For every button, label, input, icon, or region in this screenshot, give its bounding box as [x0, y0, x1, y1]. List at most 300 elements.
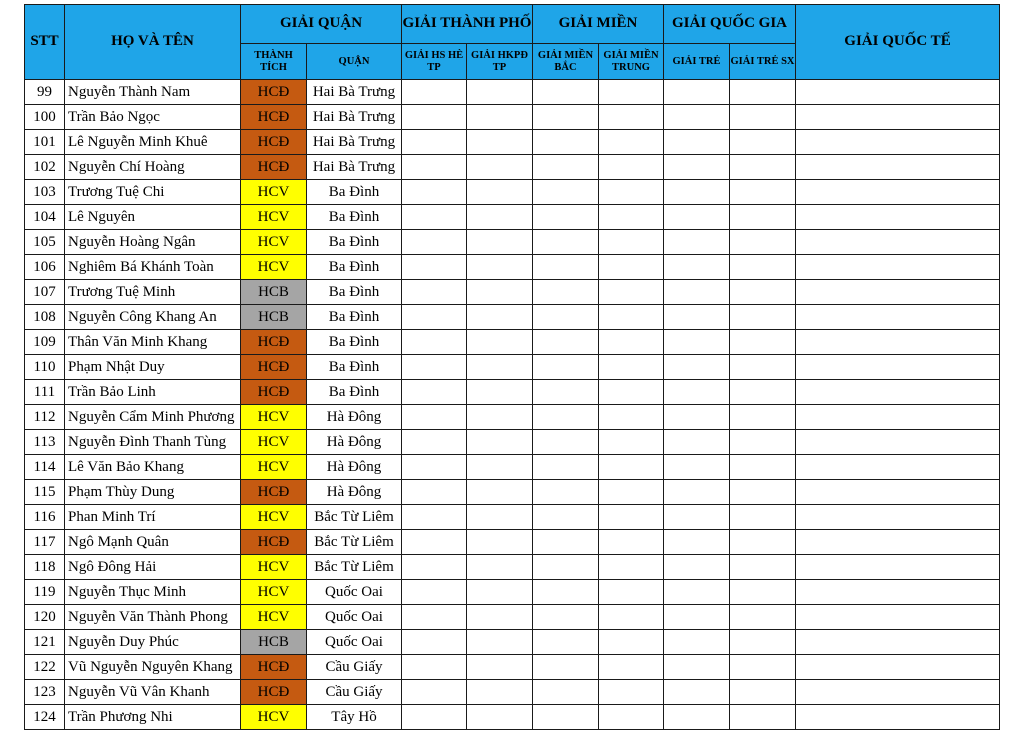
cell-giai-tre	[664, 330, 730, 355]
cell-stt: 119	[25, 580, 65, 605]
cell-giai-mien-trung	[599, 480, 664, 505]
cell-giai-hs-he-tp	[402, 555, 467, 580]
header-quan: QUẬN	[307, 44, 402, 80]
cell-giai-mien-trung	[599, 205, 664, 230]
cell-giai-mien-bac	[533, 380, 599, 405]
cell-giai-mien-bac	[533, 430, 599, 455]
cell-name: Nguyễn Thục Minh	[65, 580, 241, 605]
cell-giai-quoc-te	[796, 455, 1000, 480]
cell-stt: 101	[25, 130, 65, 155]
cell-giai-mien-trung	[599, 330, 664, 355]
cell-giai-hkpd-tp	[467, 480, 533, 505]
cell-giai-hs-he-tp	[402, 655, 467, 680]
cell-name: Ngô Mạnh Quân	[65, 530, 241, 555]
cell-giai-mien-bac	[533, 555, 599, 580]
cell-giai-tre-sx	[730, 555, 796, 580]
table-row	[25, 80, 1000, 105]
cell-giai-hkpd-tp	[467, 555, 533, 580]
cell-giai-mien-trung	[599, 355, 664, 380]
header-giai-hs-he-tp: GIẢI HS HÈ TP	[402, 44, 467, 80]
cell-giai-tre	[664, 105, 730, 130]
table-row	[25, 680, 1000, 705]
cell-name: Nguyễn Duy Phúc	[65, 630, 241, 655]
cell-giai-hkpd-tp	[467, 280, 533, 305]
cell-giai-tre-sx	[730, 355, 796, 380]
cell-stt: 115	[25, 480, 65, 505]
cell-medal: HCĐ	[241, 105, 307, 130]
cell-giai-quoc-te	[796, 480, 1000, 505]
cell-giai-tre-sx	[730, 105, 796, 130]
cell-giai-hkpd-tp	[467, 230, 533, 255]
cell-district: Hà Đông	[307, 480, 402, 505]
cell-giai-hs-he-tp	[402, 480, 467, 505]
cell-giai-tre	[664, 180, 730, 205]
header-giai-thanh-pho: GIẢI THÀNH PHỐ	[402, 5, 533, 44]
cell-stt: 120	[25, 605, 65, 630]
table-row	[25, 330, 1000, 355]
cell-giai-tre-sx	[730, 430, 796, 455]
cell-giai-mien-bac	[533, 105, 599, 130]
cell-giai-hs-he-tp	[402, 205, 467, 230]
cell-name: Trương Tuệ Chi	[65, 180, 241, 205]
cell-giai-hkpd-tp	[467, 305, 533, 330]
cell-giai-quoc-te	[796, 180, 1000, 205]
table-row	[25, 505, 1000, 530]
cell-stt: 100	[25, 105, 65, 130]
cell-giai-mien-trung	[599, 655, 664, 680]
cell-giai-tre-sx	[730, 480, 796, 505]
cell-name: Vũ Nguyễn Nguyên Khang	[65, 655, 241, 680]
table-header	[25, 5, 1000, 80]
cell-giai-mien-trung	[599, 255, 664, 280]
cell-giai-mien-trung	[599, 555, 664, 580]
cell-district: Tây Hồ	[307, 705, 402, 730]
cell-giai-tre-sx	[730, 155, 796, 180]
cell-giai-hs-he-tp	[402, 230, 467, 255]
cell-giai-hs-he-tp	[402, 305, 467, 330]
cell-giai-tre-sx	[730, 605, 796, 630]
header-giai-mien-bac: GIẢI MIỀN BẮC	[533, 44, 599, 80]
table-row	[25, 180, 1000, 205]
cell-giai-tre	[664, 505, 730, 530]
cell-giai-mien-trung	[599, 380, 664, 405]
cell-giai-mien-bac	[533, 255, 599, 280]
cell-stt: 104	[25, 205, 65, 230]
cell-name: Nguyễn Cẩm Minh Phương	[65, 405, 241, 430]
cell-district: Bắc Từ Liêm	[307, 530, 402, 555]
cell-giai-mien-trung	[599, 105, 664, 130]
cell-giai-mien-bac	[533, 630, 599, 655]
cell-giai-quoc-te	[796, 355, 1000, 380]
cell-medal: HCĐ	[241, 480, 307, 505]
cell-giai-hkpd-tp	[467, 355, 533, 380]
cell-giai-quoc-te	[796, 280, 1000, 305]
cell-giai-tre	[664, 680, 730, 705]
cell-stt: 105	[25, 230, 65, 255]
cell-giai-mien-bac	[533, 530, 599, 555]
cell-giai-hs-he-tp	[402, 580, 467, 605]
cell-district: Hai Bà Trưng	[307, 155, 402, 180]
cell-giai-mien-bac	[533, 305, 599, 330]
cell-giai-quoc-te	[796, 230, 1000, 255]
cell-giai-mien-bac	[533, 155, 599, 180]
table-row	[25, 605, 1000, 630]
cell-district: Ba Đình	[307, 330, 402, 355]
cell-medal: HCB	[241, 305, 307, 330]
cell-stt: 118	[25, 555, 65, 580]
cell-giai-mien-trung	[599, 530, 664, 555]
header-giai-mien: GIẢI MIỀN	[533, 5, 664, 44]
cell-stt: 111	[25, 380, 65, 405]
cell-giai-hkpd-tp	[467, 155, 533, 180]
cell-medal: HCV	[241, 180, 307, 205]
cell-giai-tre	[664, 655, 730, 680]
header-giai-mien-trung: GIẢI MIỀN TRUNG	[599, 44, 664, 80]
table-row	[25, 305, 1000, 330]
cell-giai-mien-bac	[533, 655, 599, 680]
cell-giai-hs-he-tp	[402, 180, 467, 205]
cell-giai-tre	[664, 130, 730, 155]
cell-district: Quốc Oai	[307, 605, 402, 630]
cell-medal: HCV	[241, 230, 307, 255]
cell-giai-mien-trung	[599, 630, 664, 655]
cell-giai-quoc-te	[796, 555, 1000, 580]
cell-stt: 110	[25, 355, 65, 380]
cell-giai-tre	[664, 480, 730, 505]
cell-giai-quoc-te	[796, 605, 1000, 630]
cell-giai-mien-trung	[599, 230, 664, 255]
cell-giai-hs-he-tp	[402, 330, 467, 355]
cell-medal: HCĐ	[241, 80, 307, 105]
table-row	[25, 405, 1000, 430]
cell-district: Hà Đông	[307, 455, 402, 480]
cell-name: Nguyễn Văn Thành Phong	[65, 605, 241, 630]
cell-medal: HCV	[241, 455, 307, 480]
cell-giai-tre	[664, 155, 730, 180]
cell-giai-quoc-te	[796, 680, 1000, 705]
cell-giai-hkpd-tp	[467, 680, 533, 705]
cell-giai-tre-sx	[730, 630, 796, 655]
cell-giai-mien-trung	[599, 180, 664, 205]
cell-name: Trần Phương Nhi	[65, 705, 241, 730]
cell-giai-tre-sx	[730, 230, 796, 255]
cell-giai-hs-he-tp	[402, 430, 467, 455]
cell-giai-mien-bac	[533, 680, 599, 705]
cell-giai-tre-sx	[730, 530, 796, 555]
cell-name: Lê Văn Bảo Khang	[65, 455, 241, 480]
cell-giai-tre-sx	[730, 205, 796, 230]
cell-giai-hkpd-tp	[467, 80, 533, 105]
cell-giai-quoc-te	[796, 130, 1000, 155]
cell-giai-tre-sx	[730, 505, 796, 530]
cell-giai-mien-trung	[599, 580, 664, 605]
cell-giai-mien-trung	[599, 405, 664, 430]
cell-district: Hai Bà Trưng	[307, 130, 402, 155]
cell-medal: HCĐ	[241, 655, 307, 680]
cell-name: Nguyễn Thành Nam	[65, 80, 241, 105]
cell-giai-mien-bac	[533, 480, 599, 505]
cell-stt: 103	[25, 180, 65, 205]
cell-giai-quoc-te	[796, 255, 1000, 280]
cell-name: Phạm Thùy Dung	[65, 480, 241, 505]
cell-giai-tre-sx	[730, 180, 796, 205]
cell-giai-hs-he-tp	[402, 255, 467, 280]
table-row	[25, 130, 1000, 155]
cell-giai-tre	[664, 455, 730, 480]
cell-stt: 112	[25, 405, 65, 430]
cell-giai-hkpd-tp	[467, 655, 533, 680]
cell-giai-tre-sx	[730, 455, 796, 480]
cell-district: Ba Đình	[307, 280, 402, 305]
cell-name: Trần Bảo Ngọc	[65, 105, 241, 130]
cell-giai-quoc-te	[796, 305, 1000, 330]
header-giai-quan: GIẢI QUẬN	[241, 5, 402, 44]
cell-giai-hkpd-tp	[467, 130, 533, 155]
cell-giai-hkpd-tp	[467, 180, 533, 205]
cell-giai-tre-sx	[730, 280, 796, 305]
cell-name: Ngô Đông Hải	[65, 555, 241, 580]
table-row	[25, 155, 1000, 180]
cell-medal: HCV	[241, 255, 307, 280]
cell-district: Quốc Oai	[307, 630, 402, 655]
cell-giai-tre-sx	[730, 380, 796, 405]
cell-giai-mien-bac	[533, 405, 599, 430]
cell-giai-hs-he-tp	[402, 280, 467, 305]
cell-name: Nguyễn Công Khang An	[65, 305, 241, 330]
cell-stt: 113	[25, 430, 65, 455]
table-row	[25, 280, 1000, 305]
cell-giai-hs-he-tp	[402, 505, 467, 530]
table-row	[25, 555, 1000, 580]
cell-giai-mien-trung	[599, 430, 664, 455]
table-row	[25, 655, 1000, 680]
cell-giai-mien-bac	[533, 130, 599, 155]
cell-medal: HCV	[241, 205, 307, 230]
cell-district: Bắc Từ Liêm	[307, 505, 402, 530]
cell-giai-hkpd-tp	[467, 405, 533, 430]
cell-giai-tre-sx	[730, 580, 796, 605]
cell-giai-mien-trung	[599, 680, 664, 705]
cell-giai-mien-trung	[599, 455, 664, 480]
cell-giai-hs-he-tp	[402, 130, 467, 155]
cell-district: Ba Đình	[307, 305, 402, 330]
cell-giai-tre	[664, 380, 730, 405]
cell-giai-hkpd-tp	[467, 580, 533, 605]
cell-giai-mien-trung	[599, 155, 664, 180]
cell-name: Lê Nguyễn Minh Khuê	[65, 130, 241, 155]
cell-giai-hkpd-tp	[467, 330, 533, 355]
cell-giai-quoc-te	[796, 630, 1000, 655]
cell-giai-quoc-te	[796, 330, 1000, 355]
cell-giai-mien-bac	[533, 80, 599, 105]
cell-giai-tre	[664, 205, 730, 230]
cell-giai-mien-bac	[533, 705, 599, 730]
cell-giai-mien-trung	[599, 605, 664, 630]
cell-district: Ba Đình	[307, 255, 402, 280]
cell-medal: HCV	[241, 430, 307, 455]
cell-medal: HCĐ	[241, 355, 307, 380]
cell-giai-mien-bac	[533, 180, 599, 205]
cell-giai-hs-he-tp	[402, 630, 467, 655]
cell-name: Nghiêm Bá Khánh Toàn	[65, 255, 241, 280]
cell-giai-quoc-te	[796, 105, 1000, 130]
cell-giai-hkpd-tp	[467, 630, 533, 655]
table-row	[25, 430, 1000, 455]
cell-medal: HCV	[241, 555, 307, 580]
table-row	[25, 630, 1000, 655]
cell-giai-quoc-te	[796, 705, 1000, 730]
cell-stt: 114	[25, 455, 65, 480]
cell-medal: HCĐ	[241, 330, 307, 355]
cell-giai-quoc-te	[796, 205, 1000, 230]
cell-giai-hs-he-tp	[402, 405, 467, 430]
cell-stt: 122	[25, 655, 65, 680]
header-giai-tre-sx: GIẢI TRẺ SX	[730, 44, 796, 80]
cell-giai-quoc-te	[796, 380, 1000, 405]
cell-giai-hkpd-tp	[467, 505, 533, 530]
cell-giai-tre	[664, 605, 730, 630]
cell-name: Thân Văn Minh Khang	[65, 330, 241, 355]
cell-giai-hkpd-tp	[467, 705, 533, 730]
cell-district: Quốc Oai	[307, 580, 402, 605]
cell-giai-hs-he-tp	[402, 105, 467, 130]
cell-giai-tre-sx	[730, 80, 796, 105]
cell-giai-mien-bac	[533, 280, 599, 305]
cell-giai-tre	[664, 80, 730, 105]
cell-name: Phạm Nhật Duy	[65, 355, 241, 380]
cell-giai-hkpd-tp	[467, 380, 533, 405]
table-row	[25, 230, 1000, 255]
cell-giai-hkpd-tp	[467, 255, 533, 280]
header-stt: STT	[25, 5, 65, 80]
cell-giai-hs-he-tp	[402, 705, 467, 730]
cell-giai-mien-trung	[599, 80, 664, 105]
cell-giai-quoc-te	[796, 655, 1000, 680]
cell-district: Hà Đông	[307, 405, 402, 430]
cell-medal: HCB	[241, 280, 307, 305]
table-row	[25, 455, 1000, 480]
cell-giai-mien-trung	[599, 280, 664, 305]
cell-giai-tre-sx	[730, 305, 796, 330]
table-row	[25, 255, 1000, 280]
cell-giai-mien-bac	[533, 205, 599, 230]
cell-giai-tre	[664, 630, 730, 655]
cell-giai-tre	[664, 555, 730, 580]
cell-giai-tre-sx	[730, 405, 796, 430]
cell-giai-quoc-te	[796, 155, 1000, 180]
table-row	[25, 480, 1000, 505]
cell-giai-hs-he-tp	[402, 680, 467, 705]
cell-giai-hs-he-tp	[402, 530, 467, 555]
cell-stt: 109	[25, 330, 65, 355]
cell-stt: 121	[25, 630, 65, 655]
cell-giai-quoc-te	[796, 580, 1000, 605]
cell-district: Hà Đông	[307, 430, 402, 455]
cell-giai-quoc-te	[796, 405, 1000, 430]
cell-district: Ba Đình	[307, 380, 402, 405]
table-row	[25, 105, 1000, 130]
cell-giai-mien-trung	[599, 305, 664, 330]
header-giai-hkpd-tp: GIẢI HKPĐ TP	[467, 44, 533, 80]
cell-giai-tre	[664, 405, 730, 430]
cell-giai-quoc-te	[796, 530, 1000, 555]
cell-giai-tre	[664, 355, 730, 380]
cell-giai-tre	[664, 580, 730, 605]
cell-name: Trần Bảo Linh	[65, 380, 241, 405]
cell-giai-hkpd-tp	[467, 605, 533, 630]
cell-giai-hkpd-tp	[467, 105, 533, 130]
cell-district: Ba Đình	[307, 205, 402, 230]
header-giai-quoc-gia: GIẢI QUỐC GIA	[664, 5, 796, 44]
table-row	[25, 580, 1000, 605]
table-row	[25, 355, 1000, 380]
cell-stt: 117	[25, 530, 65, 555]
cell-giai-tre	[664, 530, 730, 555]
medal-results-table	[24, 4, 1000, 730]
cell-medal: HCB	[241, 630, 307, 655]
header-thanh-tich: THÀNH TÍCH	[241, 44, 307, 80]
cell-stt: 124	[25, 705, 65, 730]
cell-giai-hs-he-tp	[402, 380, 467, 405]
cell-giai-hs-he-tp	[402, 355, 467, 380]
cell-giai-quoc-te	[796, 80, 1000, 105]
table-body	[25, 80, 1000, 730]
cell-stt: 107	[25, 280, 65, 305]
cell-giai-hs-he-tp	[402, 80, 467, 105]
cell-name: Nguyễn Vũ Vân Khanh	[65, 680, 241, 705]
cell-giai-hkpd-tp	[467, 430, 533, 455]
cell-stt: 106	[25, 255, 65, 280]
cell-giai-tre	[664, 705, 730, 730]
cell-giai-tre-sx	[730, 130, 796, 155]
cell-giai-mien-trung	[599, 505, 664, 530]
cell-giai-mien-bac	[533, 605, 599, 630]
cell-district: Hai Bà Trưng	[307, 105, 402, 130]
cell-giai-mien-bac	[533, 505, 599, 530]
cell-stt: 123	[25, 680, 65, 705]
cell-medal: HCV	[241, 405, 307, 430]
cell-giai-hkpd-tp	[467, 530, 533, 555]
cell-giai-tre	[664, 430, 730, 455]
cell-giai-hkpd-tp	[467, 205, 533, 230]
cell-giai-mien-bac	[533, 355, 599, 380]
cell-medal: HCV	[241, 705, 307, 730]
cell-giai-hkpd-tp	[467, 455, 533, 480]
cell-name: Nguyễn Đình Thanh Tùng	[65, 430, 241, 455]
cell-stt: 102	[25, 155, 65, 180]
cell-medal: HCĐ	[241, 155, 307, 180]
cell-giai-tre	[664, 280, 730, 305]
cell-giai-hs-he-tp	[402, 155, 467, 180]
cell-giai-tre-sx	[730, 705, 796, 730]
cell-name: Trương Tuệ Minh	[65, 280, 241, 305]
cell-giai-tre	[664, 230, 730, 255]
cell-district: Bắc Từ Liêm	[307, 555, 402, 580]
cell-name: Nguyễn Chí Hoàng	[65, 155, 241, 180]
table-row	[25, 205, 1000, 230]
cell-medal: HCĐ	[241, 130, 307, 155]
cell-district: Cầu Giấy	[307, 680, 402, 705]
cell-stt: 99	[25, 80, 65, 105]
cell-giai-mien-trung	[599, 130, 664, 155]
cell-medal: HCV	[241, 605, 307, 630]
cell-giai-mien-bac	[533, 330, 599, 355]
cell-giai-mien-bac	[533, 580, 599, 605]
cell-medal: HCĐ	[241, 380, 307, 405]
cell-giai-quoc-te	[796, 430, 1000, 455]
header-giai-quoc-te: GIẢI QUỐC TẾ	[796, 5, 1000, 80]
cell-stt: 108	[25, 305, 65, 330]
